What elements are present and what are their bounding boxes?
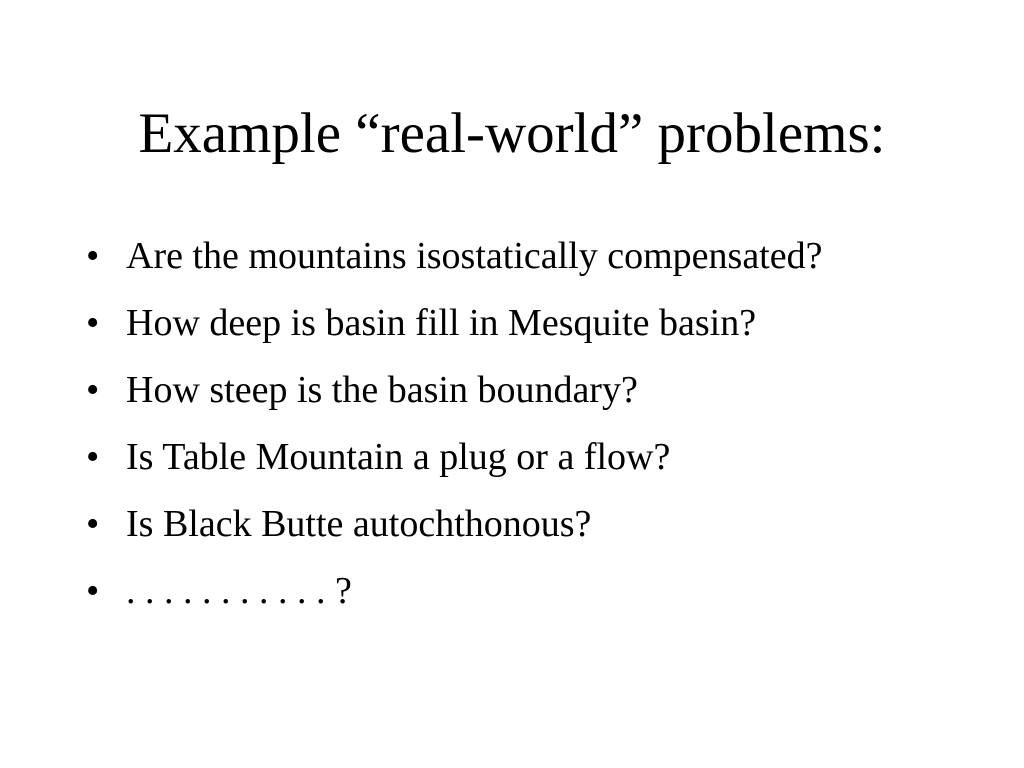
bullet-icon: • [86,235,100,277]
list-item [86,434,946,481]
bullet-list [86,233,946,635]
list-item [86,568,946,615]
bullet-text: How steep is the basin boundary? [126,369,638,411]
bullet-icon: • [86,503,100,545]
list-item [86,300,946,347]
bullet-icon: • [86,302,100,344]
bullet-text: Is Table Mountain a plug or a flow? [126,436,671,478]
list-item [86,233,946,280]
bullet-icon: • [86,570,100,612]
bullet-text: Are the mountains isostatically compensated? [126,235,823,277]
bullet-text: . . . . . . . . . . . ? [126,570,352,612]
bullet-text: Is Black Butte autochthonous? [126,503,592,545]
list-item [86,501,946,548]
bullet-icon: • [86,369,100,411]
slide-title: Example “real-world” problems: [138,102,886,165]
list-item [86,367,946,414]
bullet-icon: • [86,436,100,478]
bullet-text: How deep is basin fill in Mesquite basin? [126,302,757,344]
